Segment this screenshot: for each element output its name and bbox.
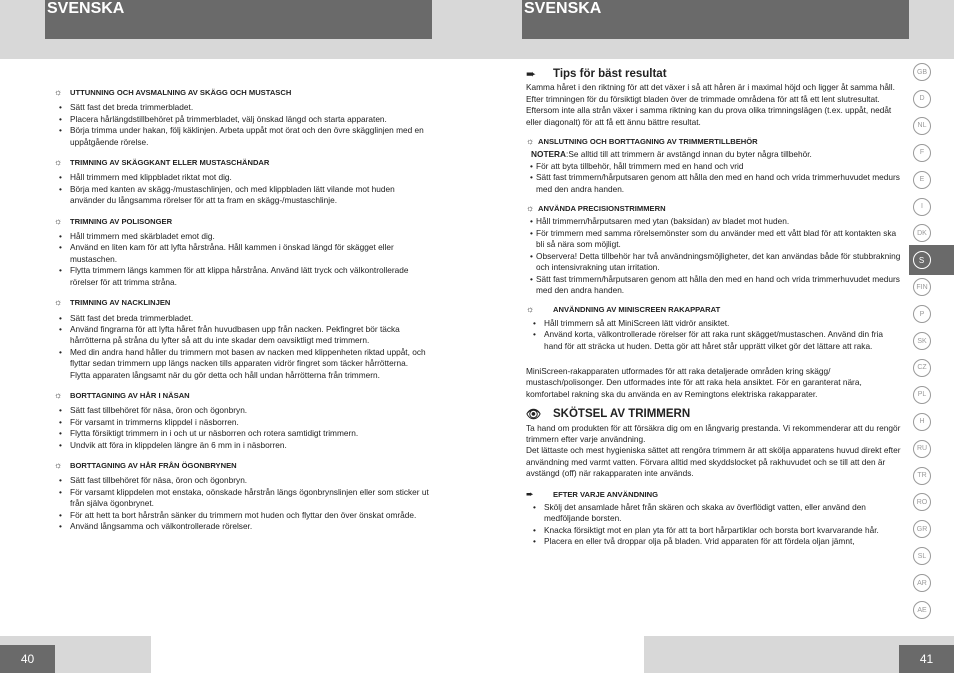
section-thinning <box>54 87 430 148</box>
sun-icon: ☼ <box>526 203 535 214</box>
language-tab-pl[interactable]: PL <box>913 386 931 404</box>
care-paragraph: Ta hand om produkten för att försäkra dig om en långvarig prestanda. Vi rekommenderar att du rengör trimmern efter varje användning. <box>526 422 901 444</box>
language-tab-ro[interactable]: RO <box>913 493 931 511</box>
language-tab-d[interactable]: D <box>913 90 931 108</box>
note <box>526 149 902 160</box>
sun-icon: ☼ <box>54 157 63 168</box>
language-tab-ar[interactable]: AR <box>913 574 931 592</box>
list-item: • Placera hårlängdstillbehöret på trimmerbladet, välj önskad längd och starta apparaten. <box>54 114 430 125</box>
sun-icon: ☼ <box>526 304 535 315</box>
page-number-right: 41 <box>899 645 954 673</box>
language-tab-f[interactable]: F <box>913 144 931 162</box>
language-tab-i[interactable]: I <box>913 198 931 216</box>
list-item: • Sätt fast det breda trimmerbladet. <box>54 102 430 113</box>
arrow-right-icon: ➨ <box>526 488 534 499</box>
precision-heading <box>526 203 902 214</box>
language-tab-h[interactable]: H <box>913 413 931 431</box>
precision-title: ANVÄNDA PRECISIONSTRIMMERN <box>538 204 666 214</box>
language-tab-sk[interactable]: SK <box>913 332 931 350</box>
list-item: • Skölj det ansamlade håret från skären och skaka av överflödigt vatten, eller använd den medföljande borsten. <box>526 502 902 525</box>
language-tab-dk[interactable]: DK <box>913 224 931 242</box>
sun-icon: ☼ <box>526 136 535 147</box>
language-tab-ru[interactable]: RU <box>913 440 931 458</box>
language-tab-e[interactable]: E <box>913 171 931 189</box>
language-tab-nl[interactable]: NL <box>913 117 931 135</box>
section-title: BORTTAGNING AV HÅR I NÄSAN <box>70 390 190 400</box>
list-item: • Placera en eller två droppar olja på bladen. Vrid apparaten för att fördela oljan jämnt, <box>526 536 902 547</box>
care-heading <box>526 409 902 420</box>
section-edge-trim <box>54 157 430 207</box>
list-item: • Flytta trimmern längs kammen för att klippa hårstråna. Använd lätt tryck och välkontrollerade rörelser för att trimma stråna. <box>54 265 430 288</box>
list-item: • Flytta försiktigt trimmern in i och ut ur näsborren och rotera samtidigt trimmern. <box>54 428 430 439</box>
sun-icon: ☼ <box>54 459 63 470</box>
section-sideburns <box>54 216 430 288</box>
list-item: • För trimmern med samma rörelsemönster som du använder med ett vått blad för att kontakten ska bli så nära som möjligt. <box>526 228 902 251</box>
list-item: • Använd fingrarna för att lyfta håret från huvudbasen upp från nacken. Pekfingret bör täcka hårrötterna på stråna du lyfter så att du inte skadar dem oavsiktligt med trimmern. <box>54 324 430 347</box>
list-item: • Undvik att föra in klippdelen längre än 6 mm in i näsborren. <box>54 440 430 451</box>
page-number-left: 40 <box>0 645 55 673</box>
language-tab-tr[interactable]: TR <box>913 467 931 485</box>
after-use-title: EFTER VARJE ANVÄNDNING <box>553 489 659 499</box>
list-item: • Använd korta, välkontrollerade rörelser för att raka runt skägget/mustaschen. Använd din fria hand för att sträcka ut huden. Detta gör att håret står upprätt vilket gör det lättare att raka. <box>526 329 902 352</box>
language-tab-label: S <box>913 251 931 269</box>
left-page <box>54 87 430 532</box>
list-item: • Håll trimmern med klippbladet riktat mot dig. <box>54 172 430 183</box>
section-neckline <box>54 297 430 381</box>
sun-icon: ☼ <box>54 87 63 97</box>
note-text: :Se alltid till att trimmern är avstängd innan du byter några tillbehör. <box>566 149 812 160</box>
list-item: • För varsamt in trimmerns klippdel i näsborren. <box>54 417 430 428</box>
tips-title: Tips för bäst resultat <box>553 68 667 80</box>
header-left-title: SVENSKA <box>45 0 432 39</box>
list-item: • Håll trimmern/hårputsaren med ytan (baksidan) av bladet mot huden. <box>526 216 902 227</box>
language-tabs <box>909 59 954 639</box>
list-item: • Sätt fast det breda trimmerbladet. <box>54 313 430 324</box>
section-title: UTTUNNING OCH AVSMALNING AV SKÄGG OCH MUSTASCH <box>70 88 292 97</box>
list-item: • Med din andra hand håller du trimmern mot basen av nacken med klippenheten riktad uppåt, och flyttar sedan trimmern upp längs nacken tills apparaten vidrör fingret som täcker hårrötterna. Flytta apparaten långsamt när du gör detta och håll undan hårrötterna från trimmern. <box>54 347 430 381</box>
list-item: • Använd en liten kam för att lyfta hårstråna. Håll kammen i önskad längd för skägget eller mustaschen. <box>54 242 430 265</box>
attach-title: ANSLUTNING OCH BORTTAGNING AV TRIMMERTILLBEHÖR <box>538 137 758 147</box>
list-item: • Håll trimmern så att MiniScreen lätt vidrör ansiktet. <box>526 318 902 329</box>
miniscreen-heading <box>526 304 902 315</box>
note-label: NOTERA <box>531 149 567 160</box>
list-item: • Sätt fast trimmern/hårputsaren genom att hålla den med en hand och vrida trimmerhuvudet medurs med den andra handen. <box>526 172 902 195</box>
list-item: • Håll trimmern med skärbladet emot dig. <box>54 231 430 242</box>
language-tab-gb[interactable]: GB <box>913 63 931 81</box>
language-tab-p[interactable]: P <box>913 305 931 323</box>
list-item: • Sätt fast trimmern/hårputsaren genom att hålla den med en hand och vrida trimmerhuvudet medurs med den andra handen. <box>526 274 902 297</box>
miniscreen-paragraph: MiniScreen-rakapparaten utformades för att raka detaljerade områden kring skägg/ mustasch/polisonger. Den utformades inte för att raka hela ansiktet. För en garanterat nära, komfortabel rakning ska du använda en av Remingtons elektriska rakapparater. <box>526 365 862 399</box>
sun-icon: ☼ <box>54 389 63 400</box>
language-tab-cz[interactable]: CZ <box>913 359 931 377</box>
language-tab-sl[interactable]: SL <box>913 547 931 565</box>
list-item: • Observera! Detta tillbehör har två användningsmöjligheter, det kan användas både för stubbrakning och intensivrakning utan irritation. <box>526 251 902 274</box>
section-nose <box>54 390 430 451</box>
list-item: • Sätt fast tillbehöret för näsa, öron och ögonbryn. <box>54 405 430 416</box>
list-item: • För att hett ta bort hårstrån sänker du trimmern mot huden och flyttar den över önskat område. <box>54 510 430 521</box>
language-tab-fin[interactable]: FIN <box>913 278 931 296</box>
list-item: • Börja med kanten av skägg-/mustaschlinjen, och med klippbladen lätt vilande mot huden använder du långsamma rörelser för att ta fram en skägg-/mustaschlinje. <box>54 184 430 207</box>
section-title: TRIMNING AV NACKLINJEN <box>70 298 171 308</box>
tips-paragraph: Kamma håret i den riktning för att det växer i så att håren är i maximal höjd och ligger åt samma håll. <box>526 82 895 93</box>
header-right-title: SVENSKA <box>522 0 909 39</box>
miniscreen-title: ANVÄNDNING AV MINISCREEN RAKAPPARAT <box>553 305 721 315</box>
tips-paragraph: Efter trimningen för du försiktigt bladen över de trimmade områdena för att få ett lent slutresultat. <box>526 93 880 104</box>
care-title: SKÖTSEL AV TRIMMERN <box>553 408 691 421</box>
sun-icon: ☼ <box>54 297 63 308</box>
language-tab-ae[interactable]: AE <box>913 601 931 619</box>
care-paragraph: Det lättaste och mest hygieniska sättet att rengöra trimmern är att skölja apparatens huvud direkt efter användning med varmt vatten. Förvara alltid med skyddslocket på rakhuvudet och se till att den är avstängd (off) när rakapparaten inte används. <box>526 445 901 479</box>
attach-heading <box>526 136 902 147</box>
list-item: • Använd långsamma och välkontrollerade rörelser. <box>54 521 430 532</box>
after-use-heading <box>526 489 902 500</box>
list-item: • Börja trimma under hakan, följ käklinjen. Arbeta uppåt mot örat och den övre skägglinjen med en uppåtgående rörelse. <box>54 125 430 148</box>
language-tab-gr[interactable]: GR <box>913 520 931 538</box>
section-title: TRIMNING AV POLISONGER <box>70 216 173 226</box>
section-title: BORTTAGNING AV HÅR FRÅN ÖGONBRYNEN <box>70 460 237 470</box>
list-item: • För att byta tillbehör, håll trimmern med en hand och vrid <box>526 161 902 172</box>
language-tab-s[interactable] <box>909 245 954 275</box>
arrow-right-icon: ➨ <box>526 67 537 81</box>
eye-icon: 👁 <box>526 407 542 422</box>
right-page <box>526 69 902 548</box>
section-eyebrows <box>54 460 430 532</box>
tips-heading <box>526 69 902 80</box>
tips-paragraph: Eftersom inte alla strån växer i samma riktning kan du prova olika trimningslägen (t.ex. uppåt, nedåt eller diagonalt) för att få ett ännu bättre resultat. <box>526 105 892 127</box>
section-title: TRIMNING AV SKÄGGKANT ELLER MUSTASCHÄNDAR <box>70 158 270 168</box>
sun-icon: ☼ <box>54 215 63 226</box>
list-item: • Knacka försiktigt mot en plan yta för att ta bort hårpartiklar och borsta bort kvarvarande hår. <box>526 525 902 536</box>
list-item: • Sätt fast tillbehöret för näsa, öron och ögonbryn. <box>54 475 430 486</box>
list-item: • För varsamt klippdelen mot enstaka, oönskade hårstrån längs ögonbrynslinjen eller som sticker ut från själva ögonbrynet. <box>54 487 430 510</box>
